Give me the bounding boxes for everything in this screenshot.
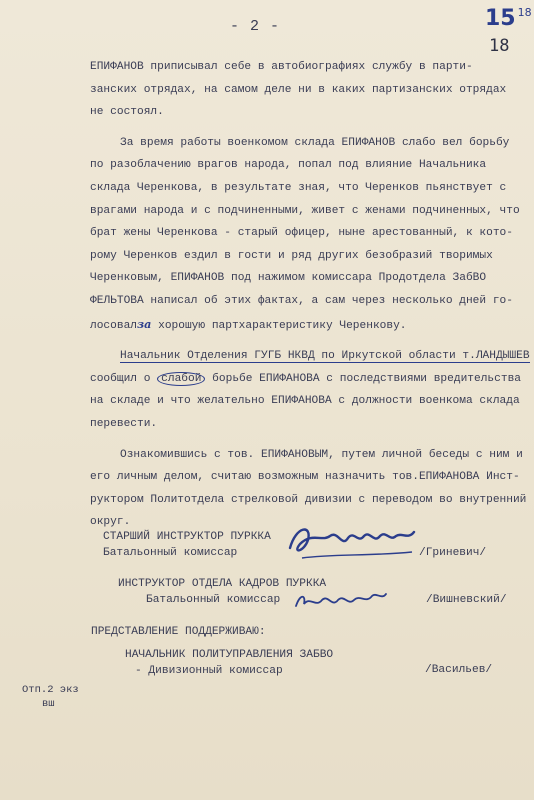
text-line [90, 313, 508, 338]
typist-initials: вш [42, 698, 55, 710]
signer-name-1: /Гриневич/ [419, 547, 487, 559]
signer-rank: Батальонный комиссар [103, 547, 238, 559]
endorser-title: НАЧАЛЬНИК ПОЛИТУПРАВЛЕНИЯ ЗАБВО [125, 649, 334, 661]
paragraph-3 [90, 345, 530, 435]
archive-number: 15 [485, 6, 516, 31]
text-line: ФЕЛЬТОВА написал об этих фактах, а сам через несколько дней го- [90, 294, 513, 307]
text-line: перевести. [90, 417, 158, 430]
text-line: рому Черенков ездил в гости и ряд других безобразий творимых [90, 249, 493, 262]
endorser-rank: - Дивизионный комиссар [135, 665, 283, 677]
endorser-name: /Васильев/ [425, 664, 493, 676]
text-line: брат жены Черенкова - старый офицер, ныне арестованный, к кото- [90, 227, 513, 240]
text-line: Ознакомившись с тов. ЕПИФАНОВЫМ, путем личной беседы с ним и [120, 448, 523, 461]
handwritten-signature-1 [282, 518, 422, 566]
signer-title: СТАРШИЙ ИНСТРУКТОР ПУРККА [103, 531, 271, 543]
document-body [90, 56, 530, 542]
copies-note [22, 683, 79, 711]
text-line: врагами народа и с подчиненными, живет с женами подчиненных, что [90, 204, 520, 217]
text-line: ЕПИФАНОВ приписывал себе в автобиографиях службу в парти- [90, 61, 473, 73]
page-number: - 2 - [230, 18, 281, 35]
archive-superscript: 18 [517, 6, 532, 19]
signer-rank: Батальонный комиссар [146, 594, 281, 606]
text-line [90, 368, 521, 391]
endorsement-block [125, 647, 333, 679]
text-fragment: борьбе ЕПИФАНОВА с последствиями вредительства [212, 372, 521, 385]
text-line: по разоблачению врагов народа, попал под влияние Начальника [90, 159, 487, 172]
text-fragment: хорошую партхарактеристику Черенкову. [158, 319, 407, 332]
text-line: склада Черенкова, в результате зная, что Черенков пьянствует с [90, 181, 507, 194]
text-line: на складе и что желательно ЕПИФАНОВА с должности военкома склада [90, 395, 520, 408]
archive-stamp [485, 6, 532, 31]
copies-count: Отп.2 экз [22, 684, 79, 696]
paragraph-1 [90, 56, 508, 124]
handwritten-signature-2 [290, 586, 390, 616]
text-line: округ. [90, 516, 131, 529]
text-fragment: лосовал [90, 319, 137, 332]
text-line: занских отрядах, на самом деле ни в каких партизанских отрядах [90, 83, 507, 96]
text-line: руктором Политотдела стрелковой дивизии с переводом во внутренний [90, 493, 527, 506]
text-line [90, 345, 530, 368]
archive-second-number: 18 [489, 36, 510, 56]
signer-name-2: /Вишневский/ [426, 594, 507, 606]
paragraph-2 [90, 132, 520, 337]
endorsement-heading: ПРЕДСТАВЛЕНИЕ ПОДДЕРЖИВАЮ: [91, 626, 266, 638]
text-fragment: сообщил о [90, 372, 151, 385]
signer-title: ИНСТРУКТОР ОТДЕЛА КАДРОВ ПУРККА [118, 578, 327, 590]
handwritten-insertion: за [137, 316, 152, 331]
text-line: не состоял. [90, 106, 164, 119]
text-line: За время работы военкомом склада ЕПИФАНОВ слабо вел борьбу [120, 136, 510, 149]
signature-block-1 [103, 529, 271, 561]
text-line: Черенковым, ЕПИФАНОВ под нажимом комиссара Продотдела ЗабВО [90, 272, 487, 285]
text-line: его личным делом, считаю возможным назначить тов.ЕПИФАНОВА Инст- [90, 471, 520, 484]
circled-word: слабой [157, 372, 205, 386]
underlined-text: Начальник Отделения ГУГБ НКВД по Иркутской области т.ЛАНДЫШЕВ [120, 350, 530, 363]
